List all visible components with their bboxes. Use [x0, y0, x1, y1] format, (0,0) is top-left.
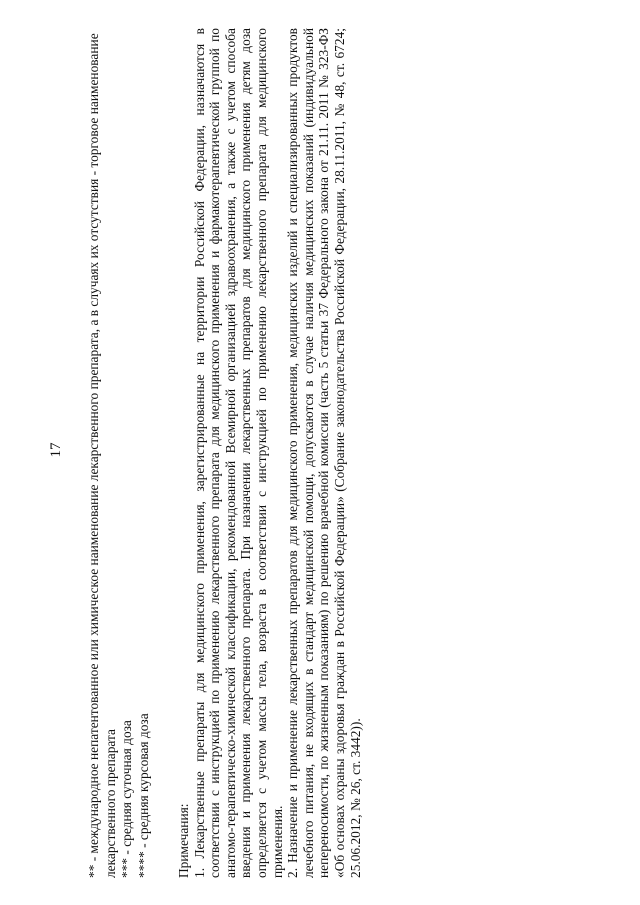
note-item-1: 1. Лекарственные препараты для медицинского применения, зарегистрированные на территории Российской Федерации, назначаются в соответствии с инструкцией по применению лекарственного препарата для медицинского применения и фармакотерапевтической группой по анатомо-терапевтическо-химической классификации, рекомендованной Всемирной организацией здравоохранения, а также с учетом способа введения и применения лекарственного препарата. При назначении лекарственных препаратов для медицинского применения детям доза определяется с учетом массы тела, возраста в соответствии с инструкцией по применению лекарственного препарата для медицинского применения.: [191, 28, 285, 878]
notes-block: [176, 28, 363, 878]
note-item-2: 2. Назначение и применение лекарственных препаратов для медицинского применения, медицинских изделий и специализированных продуктов лечебного питания, не входящих в стандарт медицинской помощи, допускаются в случае наличия медицинских показаний (индивидуальной непереносимости, по жизненным показаниям) по решению врачебной комиссии (часть 5 статьи 37 Федерального закона от 21.11. 2011 № 323-ФЗ «Об основах охраны здоровья граждан в Российской Федерации» (Собрание законодательства Российской Федерации, 28.11.2011, № 48, ст. 6724; 25.06.2012, № 26, ст. 3442)).: [285, 28, 363, 878]
footnote-daily-dose: *** - средняя суточная доза: [119, 720, 134, 878]
footnotes-block: [86, 28, 152, 878]
notes-heading: Примечания:: [176, 803, 191, 878]
footnote-course-dose: **** - средняя курсовая доза: [135, 713, 151, 878]
page-number: 17: [48, 442, 64, 458]
footnote-inn-name: ** - международное непатентованное или химическое наименование лекарственного препарата, а в случаях их отсутствия - торговое наименование лекарственного препарата: [86, 33, 118, 878]
rotated-document-page: [40, 20, 370, 880]
